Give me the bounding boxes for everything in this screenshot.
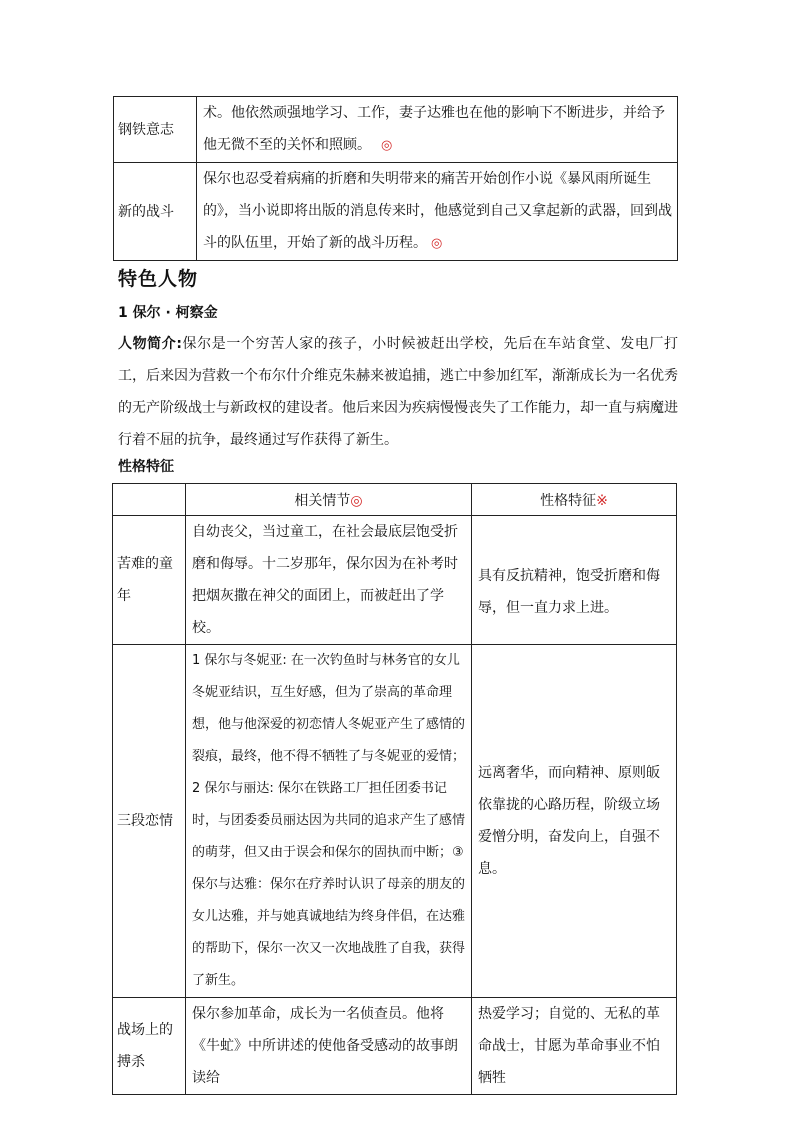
row-label: 苦难的童年 [117, 556, 173, 604]
row-label-cell [113, 998, 186, 1095]
header-empty-cell [113, 484, 186, 516]
table-header-row [113, 484, 677, 516]
circle-mark-icon: ◎ [381, 138, 393, 153]
section-title: 特色人物 [118, 268, 199, 290]
traits-title: 性格特征 [118, 459, 174, 475]
table-row [113, 645, 677, 998]
table-row [114, 97, 678, 163]
table-row [113, 998, 677, 1095]
intro-label: 人物简介: [118, 336, 182, 352]
row-label: 钢铁意志 [118, 121, 174, 138]
row-text-cell [197, 163, 678, 261]
traits-table [112, 483, 677, 1095]
top-table [113, 96, 678, 261]
intro-text: 保尔是一个穷苦人家的孩子，小时候被赶出学校，先后在车站食堂、发电厂打工，后来因为营救一个布尔什介维克朱赫来被追捕，逃亡中参加红军，渐渐成长为一名优秀的无产阶级战士与新政权的建设者。他后来因为疾病慢慢丧失了工作能力，却一直与病魔进行着不屈的抗争，最终通过写作获得了新生。 [118, 336, 679, 448]
row-label: 战场上的搏杀 [117, 1022, 173, 1070]
table-row [114, 163, 678, 261]
row-plot-cell [186, 516, 472, 645]
reference-mark-icon: ※ [596, 492, 608, 509]
person-title: 1 保尔 · 柯察金 [118, 305, 218, 321]
header-trait-cell [472, 484, 677, 516]
person-intro [118, 328, 678, 456]
row-label-cell [113, 516, 186, 645]
row-label-cell [113, 645, 186, 998]
row-text: 术。他依然顽强地学习、工作，妻子达雅也在他的影响下不断进步，并给予他无微不至的关怀和照顾。 [203, 105, 665, 153]
row-trait-cell [472, 516, 677, 645]
circle-mark-icon: ◎ [431, 236, 443, 251]
row-label-cell [114, 97, 197, 163]
circle-mark-icon: ◎ [350, 492, 363, 509]
row-trait: 远离奢华，而向精神、原则皈依靠拢的心路历程，阶级立场爱憎分明，奋发向上，自强不息。 [478, 765, 660, 877]
row-text: 保尔也忍受着病痛的折磨和失明带来的痛苦开始创作小说《暴风雨所诞生的》，当小说即将出版的消息传来时，他感觉到自己又拿起新的武器，回到战斗的队伍里，开始了新的战斗历程。 [203, 171, 672, 251]
row-plot-cell [186, 645, 472, 998]
row-text-cell [197, 97, 678, 163]
row-trait-cell [472, 645, 677, 998]
header-plot-label: 相关情节 [294, 492, 351, 509]
row-plot: 1 保尔与冬妮亚: 在一次钓鱼时与林务官的女儿冬妮亚结识，互生好感，但为了崇高的革命理想，他与他深爱的初恋情人冬妮亚产生了感情的裂痕，最终，他不得不牺牲了与冬妮亚的爱情；2 保尔与丽达: 保尔在铁路工厂担任团委书记时，与团委委员丽达因为共同的追求产生了感情的萌芽，但又由于误会和保尔的固执而中断；③保尔与达雅：保尔在疗养时认识了母亲的朋友的女儿达雅，并与她真诚地结为终身伴侣，在达雅的帮助下，保尔一次又一次地战胜了自我，获得了新生。 [192, 653, 466, 988]
row-label-cell [114, 163, 197, 261]
row-trait: 热爱学习；自觉的、无私的革命战士，甘愿为革命事业不怕牺牲 [478, 1006, 660, 1086]
row-plot: 自幼丧父，当过童工，在社会最底层饱受折磨和侮辱。十二岁那年，保尔因为在补考时把烟灰撒在神父的面团上，而被赶出了学校。 [192, 524, 458, 636]
row-trait-cell [472, 998, 677, 1095]
header-trait-label: 性格特征 [540, 492, 597, 509]
table-row [113, 516, 677, 645]
row-plot: 保尔参加革命，成长为一名侦查员。他将《牛虻》中所讲述的使他备受感动的故事朗读给 [192, 1006, 458, 1086]
header-plot-cell [186, 484, 472, 516]
row-label: 新的战斗 [118, 203, 174, 220]
row-label: 三段恋情 [117, 813, 173, 829]
row-trait: 具有反抗精神，饱受折磨和侮辱，但一直力求上进。 [478, 568, 660, 616]
row-plot-cell [186, 998, 472, 1095]
